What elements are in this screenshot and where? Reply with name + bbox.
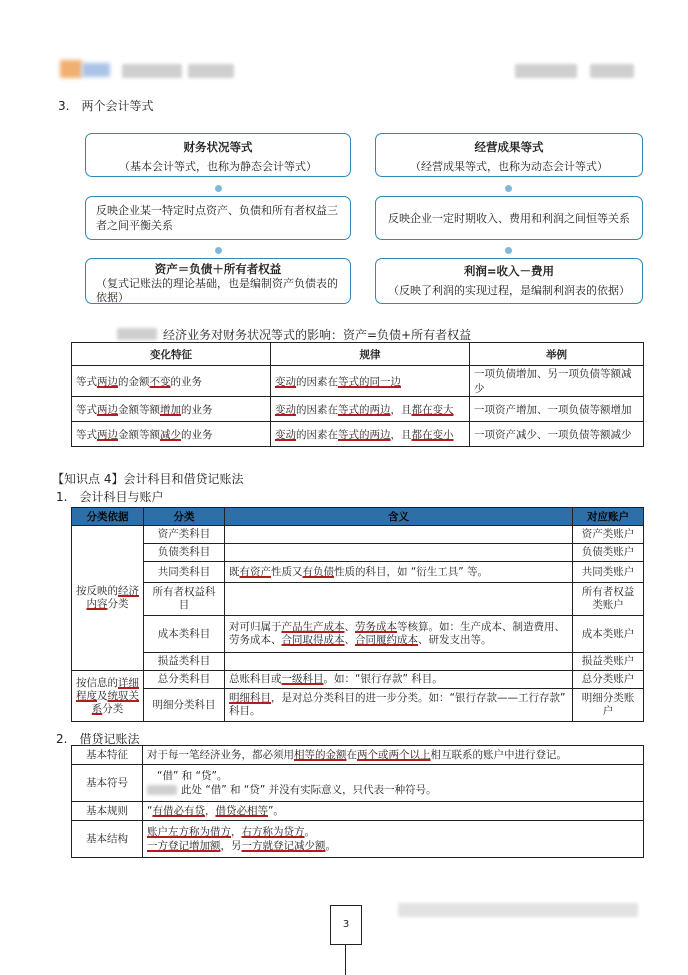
knowledge-point-title: 【知识点 4】会计科目和借贷记账法 — [52, 472, 244, 486]
group-cell-detail: 按信息的详细程度及统驭关系分类 — [72, 671, 144, 722]
account-cell: 所有者权益类账户 — [573, 583, 644, 616]
meaning-cell: 总账科目或一级科目。如：“银行存款” 科目。 — [225, 671, 573, 689]
box-title: 经营成果等式 — [474, 140, 544, 154]
category-cell: 成本类科目 — [144, 616, 225, 653]
header-blurred-text — [515, 64, 577, 78]
value-cell: 账户左方称为借方，右方称为贷方。 一方登记增加额，另一方就登记减少额。 — [143, 821, 644, 858]
subsection-title: 2. 借贷记账法 — [56, 732, 140, 746]
debit-credit-table — [71, 745, 644, 858]
example-cell: 一项资产增加、一项负债等额增加 — [470, 397, 644, 422]
box-text: 反映企业一定时期收入、费用和利润之间恒等关系 — [388, 212, 630, 225]
meaning-cell: 明细科目，是对总分类科目的进一步分类。如：“银行存款——工行存款” 科目。 — [225, 689, 573, 722]
feature-cell: 等式两边金额等额增加的业务 — [72, 397, 271, 422]
header-cell: 分类 — [144, 508, 225, 526]
footer-blurred-text — [398, 903, 638, 917]
meaning-cell — [225, 653, 573, 671]
blurred-label — [117, 328, 157, 340]
subsection-title: 1. 会计科目与账户 — [56, 490, 164, 504]
connector-dot — [215, 185, 222, 192]
account-cell: 总分类账户 — [573, 671, 644, 689]
section-title: 3. 两个会计等式 — [58, 99, 154, 113]
header-cell: 含义 — [225, 508, 573, 526]
rule-cell: 变动的因素在等式的两边，且都在变小 — [271, 422, 470, 447]
box-title: 财务状况等式 — [183, 140, 253, 154]
impact-heading: 经济业务对财务状况等式的影响：资产=负债+所有者权益 — [163, 328, 472, 342]
header-cell: 分类依据 — [72, 508, 144, 526]
key-cell: 基本结构 — [72, 821, 143, 858]
box-title: 资产＝负债＋所有者权益 — [154, 262, 282, 276]
right-box-formula — [375, 258, 643, 304]
connector-dot — [505, 185, 512, 192]
feature-cell: 等式两边的金额不变的业务 — [72, 366, 271, 397]
table-row — [72, 366, 644, 397]
table-row — [72, 802, 644, 821]
category-cell: 明细分类科目 — [144, 689, 225, 722]
table-row — [72, 562, 644, 583]
example-cell: 一项负债增加、另一项负债等额减少 — [470, 366, 644, 397]
account-cell: 成本类账户 — [573, 616, 644, 653]
box-subtitle: （基本会计等式，也称为静态会计等式） — [119, 160, 317, 173]
meaning-cell — [225, 526, 573, 544]
blurred-label — [147, 785, 177, 795]
box-subtitle: （经营成果等式，也称为动态会计等式） — [410, 160, 608, 173]
table-row — [72, 765, 644, 802]
group-cell-economic: 按反映的经济内容分类 — [72, 526, 144, 671]
table-header-row — [72, 343, 644, 366]
table-row — [72, 689, 644, 722]
meaning-cell — [225, 544, 573, 562]
rule-cell: 变动的因素在等式的同一边 — [271, 366, 470, 397]
example-cell: 一项资产减少、一项负债等额减少 — [470, 422, 644, 447]
table-row — [72, 397, 644, 422]
feature-cell: 等式两边金额等额减少的业务 — [72, 422, 271, 447]
accounts-table — [71, 507, 644, 722]
page-number: 3 — [330, 905, 362, 945]
category-cell: 损益类科目 — [144, 653, 225, 671]
value-cell: 对于每一笔经济业务，都必须用相等的金额在两个或两个以上相互联系的账户中进行登记。 — [143, 746, 644, 765]
right-box-description — [375, 196, 643, 240]
header-cell: 对应账户 — [573, 508, 644, 526]
category-cell: 总分类科目 — [144, 671, 225, 689]
category-cell: 所有者权益科目 — [144, 583, 225, 616]
key-cell: 基本特征 — [72, 746, 143, 765]
connector-dot — [505, 247, 512, 254]
value-cell: “借” 和 “贷”。 此处 “借” 和 “贷” 并没有实际意义，只代表一种符号。 — [143, 765, 644, 802]
table-row — [72, 653, 644, 671]
left-box-equation-type — [85, 133, 351, 177]
box-subtitle: （反映了利润的实现过程，是编制利润表的依据） — [388, 284, 630, 297]
meaning-cell — [225, 583, 573, 616]
connector-dot — [215, 247, 222, 254]
header-cell: 规律 — [271, 343, 470, 366]
account-cell: 资产类账户 — [573, 526, 644, 544]
meaning-cell: 对可归属于产品生产成本、劳务成本等核算。如：生产成本、制造费用、劳务成本、合同取得成本、合同履约成本、研发支出等。 — [225, 616, 573, 653]
right-box-equation-type — [375, 133, 643, 177]
account-cell: 负债类账户 — [573, 544, 644, 562]
header-blurred-text — [188, 64, 234, 78]
box-title: 利润=收入－费用 — [463, 264, 555, 278]
left-box-formula — [85, 258, 351, 304]
rule-cell: 变动的因素在等式的两边，且都在变大 — [271, 397, 470, 422]
table-row — [72, 746, 644, 765]
table-row — [72, 616, 644, 653]
footer-line — [345, 943, 346, 975]
key-cell: 基本规则 — [72, 802, 143, 821]
table-row — [72, 422, 644, 447]
impact-table — [71, 342, 644, 447]
account-cell: 明细分类账户 — [573, 689, 644, 722]
category-cell: 资产类科目 — [144, 526, 225, 544]
key-cell: 基本符号 — [72, 765, 143, 802]
table-row — [72, 821, 644, 858]
category-cell: 共同类科目 — [144, 562, 225, 583]
account-cell: 共同类账户 — [573, 562, 644, 583]
left-box-description — [85, 196, 351, 240]
header-cell: 变化特征 — [72, 343, 271, 366]
account-cell: 损益类账户 — [573, 653, 644, 671]
table-row — [72, 526, 644, 544]
header-blurred-text — [590, 64, 634, 78]
header-logo — [60, 60, 82, 78]
header-blurred-text — [122, 64, 182, 78]
box-text: 反映企业某一特定时点资产、负债和所有者权益三者之间平衡关系 — [96, 204, 338, 232]
box-subtitle: （复式记账法的理论基础，也是编制资产负债表的依据） — [96, 277, 338, 304]
meaning-cell: 既有资产性质又有负债性质的科目，如 “衍生工具” 等。 — [225, 562, 573, 583]
header-logo-part — [82, 63, 110, 77]
header-cell: 举例 — [470, 343, 644, 366]
table-row — [72, 544, 644, 562]
table-header-row — [72, 508, 644, 526]
value-cell: “有借必有贷，借贷必相等”。 — [143, 802, 644, 821]
table-row — [72, 583, 644, 616]
table-row — [72, 671, 644, 689]
category-cell: 负债类科目 — [144, 544, 225, 562]
